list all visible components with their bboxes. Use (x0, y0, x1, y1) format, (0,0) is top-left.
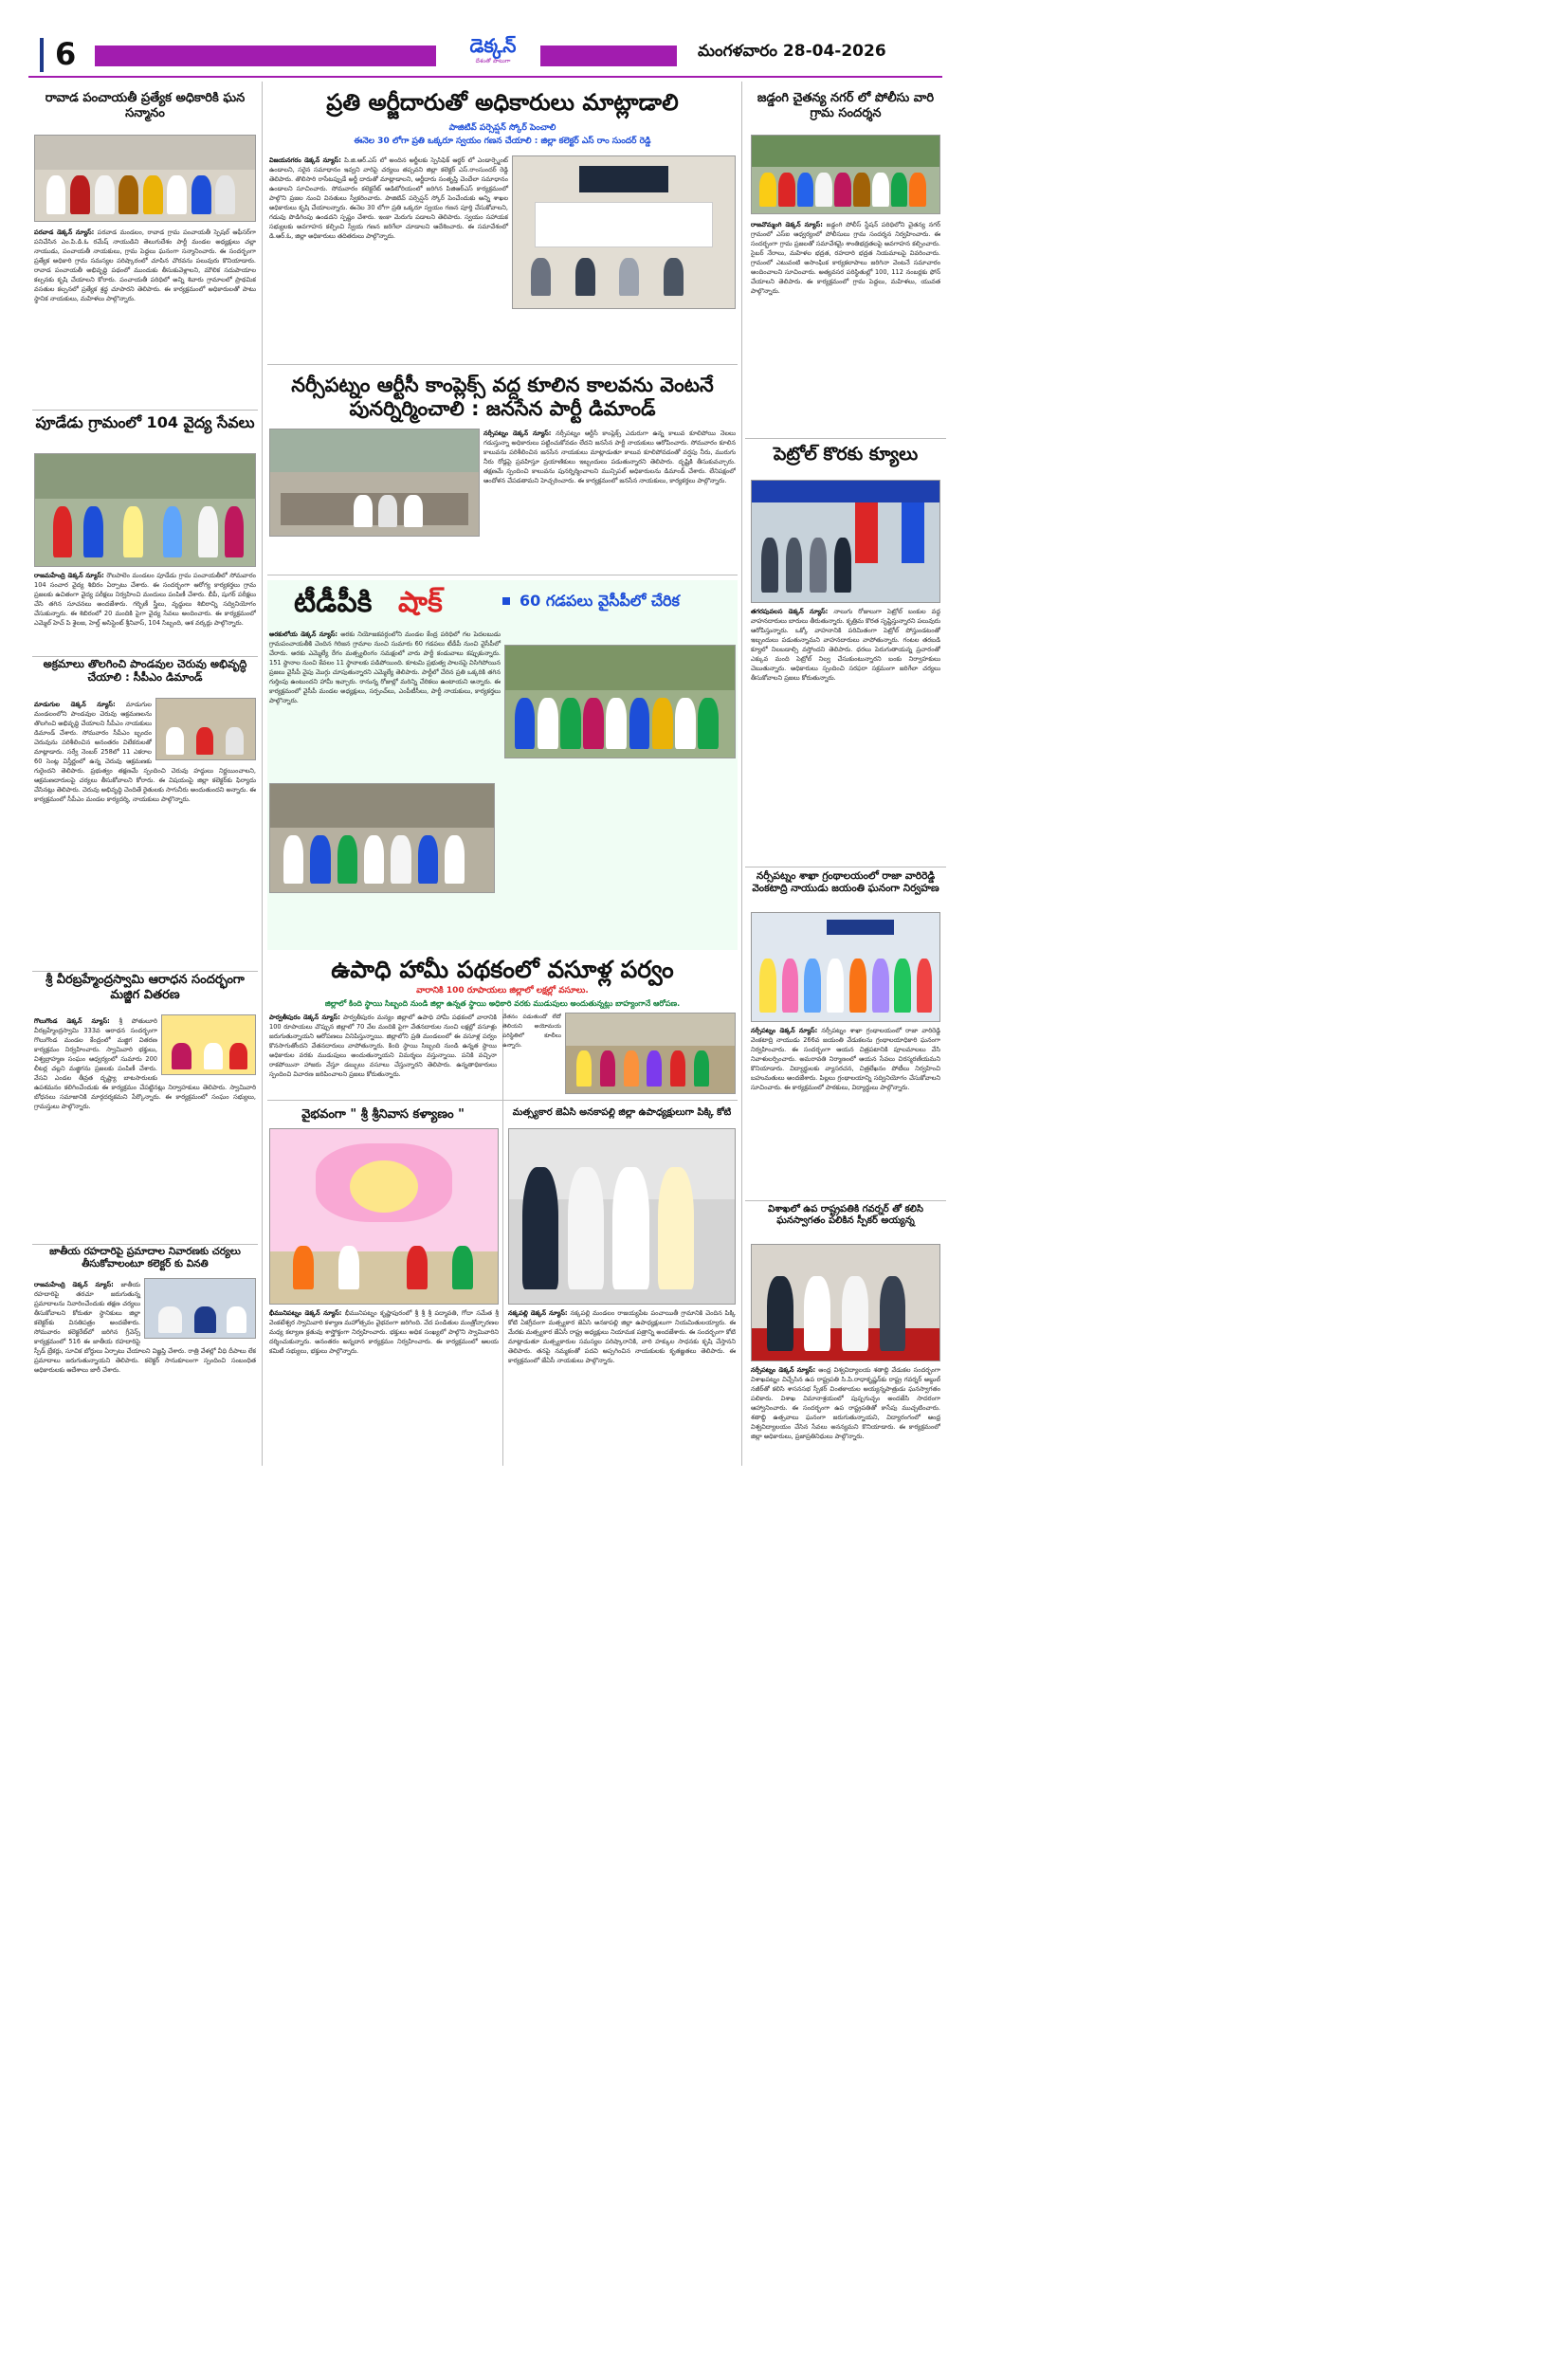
article-sub2-a9: జిల్లాలో కింది స్థాయి సిబ్బంది నుండి జిల్లా ఉన్నత స్థాయి అధికారి వరకు ముడుపులు అందుతున్నట్లు బాహ్యంగానే ఆరోపణ. (324, 999, 681, 1008)
article-body-a11 (508, 1308, 736, 1462)
rule-a4 (32, 1244, 258, 1245)
article-body-a9-cont: వేతనం పడుతుందో లేదో తెలియని అయోమయ పరిస్థితిలో కూలీలు ఉన్నారు. (502, 1014, 561, 1049)
article-title-a15: విశాఖలో ఉప రాష్ట్రపతికి గవర్నర్ తో కలిసి ఘనస్వాగతం పలికిన స్పీకర్ అయ్యన్న (767, 1204, 924, 1226)
text-a14: నర్సీపట్నం శాఖా గ్రంథాలయంలో రాజా వారిరెడ్డి వెంకటాద్రి నాయుడు 266వ జయంతి వేడుకలను గ్రంథాలయాధికారి ఘనంగా నిర్వహించారు. ఈ సందర్భంగా ఆయన చిత్రపటానికి పూలమాలలు వేసి నివాళులర్పించారు. అమరావతి నిర్మాణంలో ఆయన సేవలు చిరస్మరణీయమని కొనియాడారు. విద్యార్థులకు వ్యాసరచన, చిత్రలేఖనం పోటీలు నిర్వహించి బహుమతులు అందజేశారు. పిల్లలు గ్రంథాలయాన్ని సద్వినియోగం చేసుకోవాలని సూచించారు. ఈ కార్యక్రమంలో పాఠకులు, విద్యార్థులు పాల్గొన్నారు. (751, 1027, 940, 1091)
masthead-logo-text: డెక్కన్ (469, 34, 517, 57)
rule-a12 (745, 438, 946, 439)
article-title-a14: నర్సీపట్నం శాఖా గ్రంథాలయంలో రాజా వారిరెడ్డి వెంకటాద్రి నాయుడు జయంతి ఘనంగా నిర్వహణ (752, 870, 939, 894)
article-title-a9: ఉపాధి హామీ పథకంలో వసూళ్ల పర్వం (331, 956, 674, 983)
dateline-a1: పరవాడ డెక్కన్ న్యూస్: (34, 228, 95, 236)
article-body-a5 (34, 1280, 256, 1462)
article-body-a10 (269, 1308, 499, 1462)
rule-a1 (32, 410, 258, 411)
article-title-a1: రావాడ పంచాయతీ ప్రత్యేక అధికారికి ఘన సన్మానం (45, 91, 246, 120)
text-a1: పరవాడ మండలం, రావాడ గ్రామ పంచాయతీ స్పెషల్ ఆఫీసర్‌గా పనిచేసిన ఎం.పి.డి.ఓ రమేష్ నాయుడిని తెలుగుదేశం పార్టీ మండల అధ్యక్షులు చల్లా నాయుడు, పంచాయతీ నాయకులు, గ్రామ పెద్దలు ఘనంగా సన్మానించారు. ఈ సందర్భంగా ప్రత్యేక అధికారి గ్రామ సమస్యల పరిష్కారంలో చూపిన చొరవను పలువురు కొనియాడారు. రావాడ పంచాయతీ అభివృద్ధి పథంలో ముందుకు తీసుకువెళ్లాలని, మౌలిక సదుపాయాల కల్పనకు కృషి చేయాలని కోరారు. పంచాయతీ పరిధిలో అన్ని శివారు గ్రామాలలో ప్రాథమిక వసతుల కల్పనలో ప్రత్యేక శ్రద్ధ చూపారని తెలిపారు. ఈ కార్యక్రమంలో అధికారులతో పాటు స్థానిక నాయకులు, మహిళలు పాల్గొన్నారు. (34, 228, 256, 302)
dateline-a2: రాజమహేంద్రి డెక్కన్ న్యూస్: (34, 572, 104, 579)
article-title-a6: ప్రతి అర్జీదారుతో అధికారులు మాట్లాడాలి (326, 89, 679, 116)
date-line: మంగళవారం 28-04-2026 (698, 42, 886, 61)
text-a6: పి.జి.ఆర్.ఎస్ లో అందిన అర్జీలకు స్పెసిఫిక్ ఆర్డర్ లో ఎండార్స్మెంట్ ఉండాలని, సరైన సమాధానం ఇవ్వని వారిపై చర్యలు తప్పవని జిల్లా కలెక్టర్ ఎస్.రాంసుందర్ రెడ్డి తెలిపారు. తొలిసారి రాసేటప్పుడే అర్జీ దారుతో మాట్లాడాలని, అర్జీదారు సంతృప్తి చెందేలా సమాధానం ఉండాలని సూచించారు. సోమవారం కలెక్టరేట్ ఆడిటోరియంలో జరిగిన పిజిఆర్ఎస్ కార్యక్రమంలో పాల్గొని ప్రజల నుంచి వినతులు స్వీకరించారు. పాజిటివ్ పర్సెప్షన్ స్కోర్ పెంచేందుకు అన్ని శాఖల అధికారులు కృషి చేయాలన్నారు. ఈనెల 30 లోగా ప్రతి ఒక్కరూ స్వయం గణన పూర్తి చేసుకోవాలని, గడువు పొడిగింపు ఉండదని స్పష్టం చేశారు. ఇంకా మెరుగు పడాలని తెలిపారు. స్వయం సహాయక సభ్యులకు అవగాహన కల్పించి స్వీయ గణన జరిగేలా చూడాలని ఆదేశించారు. ఈ సమావేశంలో డి.ఆర్.ఓ, జిల్లా అధికారులు తదితరులు పాల్గొన్నారు. (269, 156, 508, 240)
article-body-a3 (34, 700, 256, 967)
text-a11: నక్కపల్లి మండలం రాజయ్యపేట పంచాయితీ గ్రామానికి చెందిన పిక్కి కోటి ఏకగ్రీవంగా మత్స్యకార జెఏసి అనకాపల్లి జిల్లా ఉపాధ్యక్షులుగా నియమితులయ్యారు. ఈ మేరకు మత్స్యకార జేఏసీ రాష్ట్ర అధ్యక్షులు నియామక పత్రాన్ని అందజేశారు. ఈ సందర్భంగా కోటి మాట్లాడుతూ మత్స్యకారుల సమస్యల పరిష్కారానికి, వారి హక్కుల సాధనకు కృషి చేస్తానని తెలిపారు. తనపై నమ్మకంతో పదవి అప్పగించిన నాయకులకు కృతజ్ఞతలు తెలిపారు. ఈ కార్యక్రమంలో జేఏసీ నాయకులు పాల్గొన్నారు. (508, 1309, 736, 1364)
column-rule-left (262, 82, 263, 1466)
text-a15: ఆంధ్ర విశ్వవిద్యాలయ శతాబ్ది వేడుకల సందర్భంగా విశాఖపట్నం విచ్చేసిన ఉప రాష్ట్రపతి సి.పి.రాధాకృష్ణన్‌కు రాష్ట్ర గవర్నర్ అబ్దుల్ నజీర్‌తో కలిసి శాసనసభ స్పీకర్ చింతకాయల అయ్యన్నపాత్రుడు ఘనస్వాగతం పలికారు. విశాఖ విమానాశ్రయంలో పుష్పగుచ్ఛం అందజేసి సాదరంగా ఆహ్వానించారు. ఈ సందర్భంగా ఉప రాష్ట్రపతితో కాసేపు ముచ్చటించారు. శతాబ్ది ఉత్సవాలు ఘనంగా జరుగుతున్నాయని, విద్యారంగంలో ఆంధ్ర విశ్వవిద్యాలయం చేసిన సేవలు అనన్యమని కొనియాడారు. ఈ కార్యక్రమంలో జిల్లా అధికారులు, ప్రజాప్రతినిధులు పాల్గొన్నారు. (751, 1366, 940, 1440)
dateline-a4: గొలుగొండ డెక్కన్ న్యూస్: (34, 1017, 110, 1025)
bullet-square (502, 597, 510, 605)
article-title-a7: నర్సీపట్నం ఆర్టీసీ కాంప్లెక్స్ వద్ద కూలిన కాలవను వెంటనే పునర్నిర్మించాలి : జనసేన పార్టీ డిమాండ్ (291, 374, 714, 421)
article-body-a15 (751, 1365, 940, 1464)
page-number: 6 (55, 36, 77, 72)
tdp-title-1: టీడీపీకి (294, 586, 373, 619)
photo-a13-petrol-queue (751, 480, 940, 603)
article-body-a13 (751, 607, 940, 863)
article-body-a6 (269, 155, 736, 360)
article-body-a8 (269, 630, 736, 946)
text-a4: శ్రీ పోతులూరి వీరబ్రహ్మేంద్రస్వామి 333వ ఆరాధన సందర్భంగా గొలుగొండ మండల కేంద్రంలో మజ్జిగ వితరణ కార్యక్రమం నిర్వహించారు. స్వామివారి భక్తులు, విశ్వబ్రాహ్మణ సంఘం ఆధ్వర్యంలో సుమారు 200 లీటర్ల చల్లని మజ్జిగను ప్రజలకు పంపిణీ చేశారు. వేసవి ఎండల తీవ్రత దృష్ట్యా బాటసారులకు ఉపశమనం కలిగించేందుకు ఈ కార్యక్రమం చేపట్టినట్లు నిర్వాహకులు తెలిపారు. స్వామివారి బోధనలు సమాజానికి మార్గదర్శకమని పేర్కొన్నారు. ఈ కార్యక్రమంలో సంఘం సభ్యులు, గ్రామస్తులు పాల్గొన్నారు. (34, 1017, 256, 1110)
article-title-a12: జడ్డంగి చైతన్య నగర్ లో పోలీసు వారి గ్రామ సందర్శన (757, 91, 935, 120)
article-title-a10: వైభవంగా " శ్రీ శ్రీనివాస కళ్యాణం " (301, 1107, 465, 1122)
masthead-right-band (540, 46, 677, 66)
article-sub1-a9: వారానికి 100 రూపాయలు జిల్లాలో లక్షల్లో వసూలు. (416, 986, 589, 995)
article-title-a4: శ్రీ వీరబ్రహ్మేంద్రస్వామి ఆరాధన సందర్భంగా మజ్జిగ వితరణ (46, 973, 245, 1002)
tdp-title-2: షాక్ (398, 586, 443, 619)
text-a9: పార్వతీపురం మన్యం జిల్లాలో ఉపాధి హామీ పథకంలో వారానికి 100 రూపాయలు చొప్పున జిల్లాలో 70 వేల మందికి పైగా వేతనదారుల నుంచి లక్షల్లో వసూళ్లు జరుగుతున్నాయని ఆరోపణలు వినిపిస్తున్నాయి. జిల్లాలోని ప్రతి మండలంలో ఈ వసూళ్ల పర్వం కొనసాగుతోందని వేతనదారులు వాపోతున్నారు. కింది స్థాయి సిబ్బంది నుండి ఉన్నత స్థాయి అధికారుల వరకు ముడుపులు అందుతున్నాయని విమర్శలు వస్తున్నాయి. పనికి వచ్చినా రాకపోయినా హాజరు వేస్తూ డబ్బులు వసూలు చేస్తున్నారని తెలిపారు. ఉన్నతాధికారులు స్పందించి విచారణ జరిపించాలని ప్రజలు కోరుతున్నారు. (269, 1014, 497, 1078)
article-title-a3: అక్రమాలు తొలగించి పాండవుల చెరువు అభివృద్ధి చేయాలి : సీపీఎం డిమాండ్ (43, 657, 247, 684)
article-title-a2: పూడేడు గ్రామంలో 104 వైద్య సేవలు (35, 413, 255, 431)
article-title-a11: మత్స్యకార జెఏసి అనకాపల్లి జిల్లా ఉపాధ్యక్షులుగా పిక్కి కోటి (512, 1107, 732, 1118)
dateline-a9: పార్వతీపురం డెక్కన్ న్యూస్: (269, 1014, 340, 1021)
photo-a15-vice-president (751, 1244, 940, 1361)
article-body-a14 (751, 1026, 940, 1196)
photo-a14-library (751, 912, 940, 1022)
dateline-a7: నర్సీపట్నం డెక్కన్ న్యూస్: (483, 429, 552, 437)
column-rule-right (741, 82, 742, 1466)
photo-a11-appointment (508, 1128, 736, 1305)
tdp-side-headline: 60 గడపలు వైసీపీలో చేరిక (520, 592, 680, 610)
dateline-a14: నర్సీపట్నం డెక్కన్ న్యూస్: (751, 1027, 818, 1034)
page-number-bar (40, 38, 44, 72)
article-body-a7 (269, 429, 736, 571)
article-body-a2 (34, 571, 256, 652)
dateline-a8: అరకులోయ డెక్కన్ న్యూస్: (269, 630, 338, 638)
dateline-a5: రాజమహేంద్రి డెక్కన్ న్యూస్: (34, 1281, 114, 1288)
text-a3: మాడుగుల మండలంలోని పాండవుల చెరువు ఆక్రమణలను తొలగించి అభివృద్ధి చేయాలని సీపీఎం నాయకులు డిమాండ్ చేశారు. సోమవారం సీపీఎం బృందం చెరువును పరిశీలించిన అనంతరం విలేకరులతో మాట్లాడారు. సర్వే నెంబర్ 258లో 11 ఎకరాల 60 సెంట్ల విస్తీర్ణంలో ఉన్న చెరువు ఆక్రమణకు గురైందని తెలిపారు. ప్రభుత్వం తక్షణమే స్పందించి చెరువు హద్దులు నిర్ణయించాలని, ఆక్రమణదారులపై చర్యలు తీసుకోవాలని కోరారు. ఈ విషయంపై జిల్లా కలెక్టర్‌కు ఫిర్యాదు చేసినట్లు తెలిపారు. చెరువు అభివృద్ధి చెందితే రైతులకు సాగునీరు అందుతుందని అన్నారు. ఈ కార్యక్రమంలో సీపీఎం మండల కార్యదర్శి, నాయకులు పాల్గొన్నారు. (34, 701, 256, 803)
dateline-a13: తగరపువలస డెక్కన్ న్యూస్: (751, 608, 829, 615)
text-a7: నర్సీపట్నం ఆర్టీసీ కాంప్లెక్స్ ఎదురుగా ఉన్న కాలువ కూలిపోయి నెలలు గడుస్తున్నా అధికారులు పట్టించుకోవడం లేదని జనసేన పార్టీ నాయకులు ఆరోపించారు. సోమవారం కూలిన కాలువను పరిశీలించిన జనసేన నాయకులు మాట్లాడుతూ కాలువ కూలిపోవడంతో వర్షపు నీరు, మురుగు నీరు రోడ్లపై ప్రవహిస్తూ ప్రయాణికులు ఇబ్బందులు పడుతున్నారని తెలిపారు. దృష్టికి తీసుకువచ్చారు. తక్షణమే స్పందించి కాలువను పునర్నిర్మించాలని మున్సిపల్ అధికారులను డిమాండ్ చేశారు. లేనిపక్షంలో ఆందోళన చేపడతామని హెచ్చరించారు. ఈ కార్యక్రమంలో జనసేన నాయకులు, కార్యకర్తలు పాల్గొన్నారు. (483, 429, 736, 484)
text-a12: జడ్డంగి పోలీస్ స్టేషన్ పరిధిలోని చైతన్య నగర్ గ్రామంలో ఎస్ఐ ఆధ్వర్యంలో పోలీసులు గ్రామ సందర్శన నిర్వహించారు. ఈ సందర్భంగా గ్రామ ప్రజలతో సమావేశమై శాంతిభద్రతలపై అవగాహన కల్పించారు. సైబర్ నేరాలు, మహిళల భద్రత, రహదారి భద్రత నియమాలపై వివరించారు. గ్రామంలో ఎటువంటి అసాంఘిక కార్యకలాపాలు జరిగినా వెంటనే సమాచారం అందించాలని సూచించారు. అత్యవసర పరిస్థితుల్లో 100, 112 నంబర్లకు ఫోన్ చేయాలని తెలిపారు. ఈ కార్యక్రమంలో గ్రామ పెద్దలు, మహిళలు, యువత పాల్గొన్నారు. (751, 221, 940, 295)
text-a13: నాలుగు రోజులుగా పెట్రోల్ బంకుల వద్ద వాహనదారులు బారులు తీరుతున్నారు. కృత్రిమ కొరత సృష్టిస్తున్నారని పలువురు ఆరోపిస్తున్నారు. ఒక్కో వాహనానికి పరిమితంగా పెట్రోల్ పోస్తుండటంతో ఇబ్బందులు పడుతున్నామని వాహనదారులు వాపోతున్నారు. గంటల తరబడి క్యూలో నిలబడాల్సి వస్తోందని తెలిపారు. ధరలు పెరుగుతాయన్న ప్రచారంతో ఎక్కువ మంది పెట్రోల్ నిల్వ చేసుకుంటున్నారని బంకు నిర్వాహకులు చెబుతున్నారు. అధికారులు స్పందించి సరఫరా సక్రమంగా జరిగేలా చర్యలు తీసుకోవాలని ప్రజలు కోరుతున్నారు. (751, 608, 940, 682)
dateline-a10: భీమునిపట్నం డెక్కన్ న్యూస్: (269, 1309, 342, 1317)
rule-a6 (267, 364, 738, 365)
article-title-a13: పెట్రోల్ కొరకు క్యూలు (773, 444, 919, 465)
article-title-a5: జాతీయ రహదారిపై ప్రమాదాల నివారణకు చర్యలు తీసుకోవాలంటూ కలెక్టర్ కు వినతి (49, 1246, 241, 1269)
text-a8: అరకు నియోజకవర్గంలోని మండల కేంద్ర పరిధిలో గల పెదలబుడు గ్రామపంచాయతీకి చెందిన గిరిజన గ్రామాల నుంచి సుమారు 60 గడపలు టీడీపీ నుంచి వైసీపీలో చేరారు. అరకు ఎమ్మెల్యే రేగం మత్స్యలింగం సమక్షంలో వారు పార్టీ కండువాలు కప్పుకున్నారు. 151 స్థానాల నుంచి కేవలం 11 స్థానాలకు పడిపోయింది. కూటమి ప్రభుత్వ పాలనపై విసిగిపోయిన ప్రజలు వైసీపీ వైపు మొగ్గు చూపుతున్నారని ఎమ్మెల్యే తెలిపారు. పార్టీలో చేరిన ప్రతి ఒక్కరికి తగిన గుర్తింపు ఉంటుందని హామీ ఇచ్చారు. రానున్న రోజుల్లో మరిన్ని చేరికలు ఉంటాయని అన్నారు. ఈ కార్యక్రమంలో వైసీపీ మండల అధ్యక్షులు, సర్పంచ్‌లు, ఎంపీటీసీలు, పార్టీ నాయకులు, కార్యకర్తలు పాల్గొన్నారు. (269, 630, 501, 704)
article-subtitle-a6: ఈనెల 30 లోగా ప్రతి ఒక్కరూ స్వయం గణన చేయాలి : జిల్లా కలెక్టర్ ఎస్ రాం సుందర్ రెడ్డి (354, 137, 651, 146)
article-body-a1 (34, 228, 256, 406)
text-a2: రౌలపాలెం మండలం పూడేడు గ్రామ పంచాయతీలో సోమవారం 104 సంచార వైద్య శిబిరం ఏర్పాటు చేశారు. ఈ సందర్భంగా ఆరోగ్య కార్యకర్తలు గ్రామ ప్రజలకు ఉచితంగా వైద్య పరీక్షలు నిర్వహించి మందులు పంపిణీ చేశారు. బీపీ, షుగర్ పరీక్షలు చేసి తగిన సూచనలు అందజేశారు. గర్భిణీ స్త్రీలు, వృద్ధులు శిబిరాన్ని సద్వినియోగం చేసుకున్నారు. ఈ శిబిరంలో 20 మందికి పైగా వైద్య సేవలు అందించారు. ఈ కార్యక్రమంలో ఎమ్మెల్ హెచ్ పి శైలజ, హెల్త్ అసిస్టెంట్ శ్రీనివాస్, 104 సిబ్బంది, ఆశ వర్కర్లు పాల్గొన్నారు. (34, 572, 256, 627)
dateline-a3: మాడుగుల డెక్కన్ న్యూస్: (34, 701, 116, 708)
masthead-tagline: దేశంతో పాటుగా (475, 58, 511, 64)
photo-a2-medical-camp (34, 453, 256, 567)
text-a10: భీమునిపట్నం కృష్ణాపురంలో శ్రీ శ్రీ శ్రీ పద్మావతి, గోదా సమేత శ్రీ వెంకటేశ్వర స్వామివారి కళ్యాణ మహోత్సవం వైభవంగా జరిగింది. వేద పండితుల మంత్రోచ్ఛారణల మధ్య కల్యాణ క్రతువు శాస్త్రోక్తంగా నిర్వహించారు. భక్తులు అధిక సంఖ్యలో పాల్గొని స్వామివారిని దర్శించుకున్నారు. అనంతరం అన్నదాన కార్యక్రమం నిర్వహించారు. ఈ కార్యక్రమంలో ఆలయ కమిటీ సభ్యులు, భక్తులు పాల్గొన్నారు. (269, 1309, 499, 1355)
dateline-a6: విజయనగరం డెక్కన్ న్యూస్: (269, 156, 341, 164)
rule-a9 (267, 1100, 738, 1101)
dateline-a12: రాజవొమ్మంగి డెక్కన్ న్యూస్: (751, 221, 823, 228)
article-body-a4 (34, 1016, 256, 1242)
article-body-a9 (269, 1013, 497, 1098)
rule-a3 (32, 971, 258, 972)
photo-a9-workers (565, 1013, 736, 1094)
dateline-a15: నర్సీపట్నం డెక్కన్ న్యూస్: (751, 1366, 816, 1374)
masthead-bar (0, 0, 971, 76)
photo-a12-police-visit (751, 135, 940, 214)
photo-a10-kalyanam (269, 1128, 499, 1305)
text-a5: జాతీయ రహదారిపై తరచూ జరుగుతున్న ప్రమాదాలను నివారించేందుకు తక్షణ చర్యలు తీసుకోవాలని కోరుతూ స్థానికులు జిల్లా కలెక్టర్‌కు వినతిపత్రం అందజేశారు. సోమవారం కలెక్టరేట్‌లో జరిగిన గ్రీవెన్స్ కార్యక్రమంలో 516 ఈ జాతీయ రహదారిపై స్పీడ్ బ్రేకర్లు, సూచిక బోర్డులు ఏర్పాటు చేయాలని విజ్ఞప్తి చేశారు. రాత్రి వేళల్లో వీధి దీపాలు లేక ప్రమాదాలు జరుగుతున్నాయని తెలిపారు. కలెక్టర్ సానుకూలంగా స్పందించి సంబంధిత అధికారులకు ఆదేశాలు జారీ చేశారు. (34, 1281, 256, 1374)
rule-a14 (745, 1200, 946, 1201)
masthead-logo (455, 34, 531, 74)
dateline-a11: నక్కపల్లి డెక్కన్ న్యూస్: (508, 1309, 568, 1317)
article-kicker-a6: పాజిటివ్ పర్సెప్షన్ స్కోర్ పెంచాలి (448, 123, 556, 133)
header-rule (28, 76, 942, 78)
masthead-left-band (95, 46, 436, 66)
photo-a1-felicitation (34, 135, 256, 222)
article-body-a12 (751, 220, 940, 434)
